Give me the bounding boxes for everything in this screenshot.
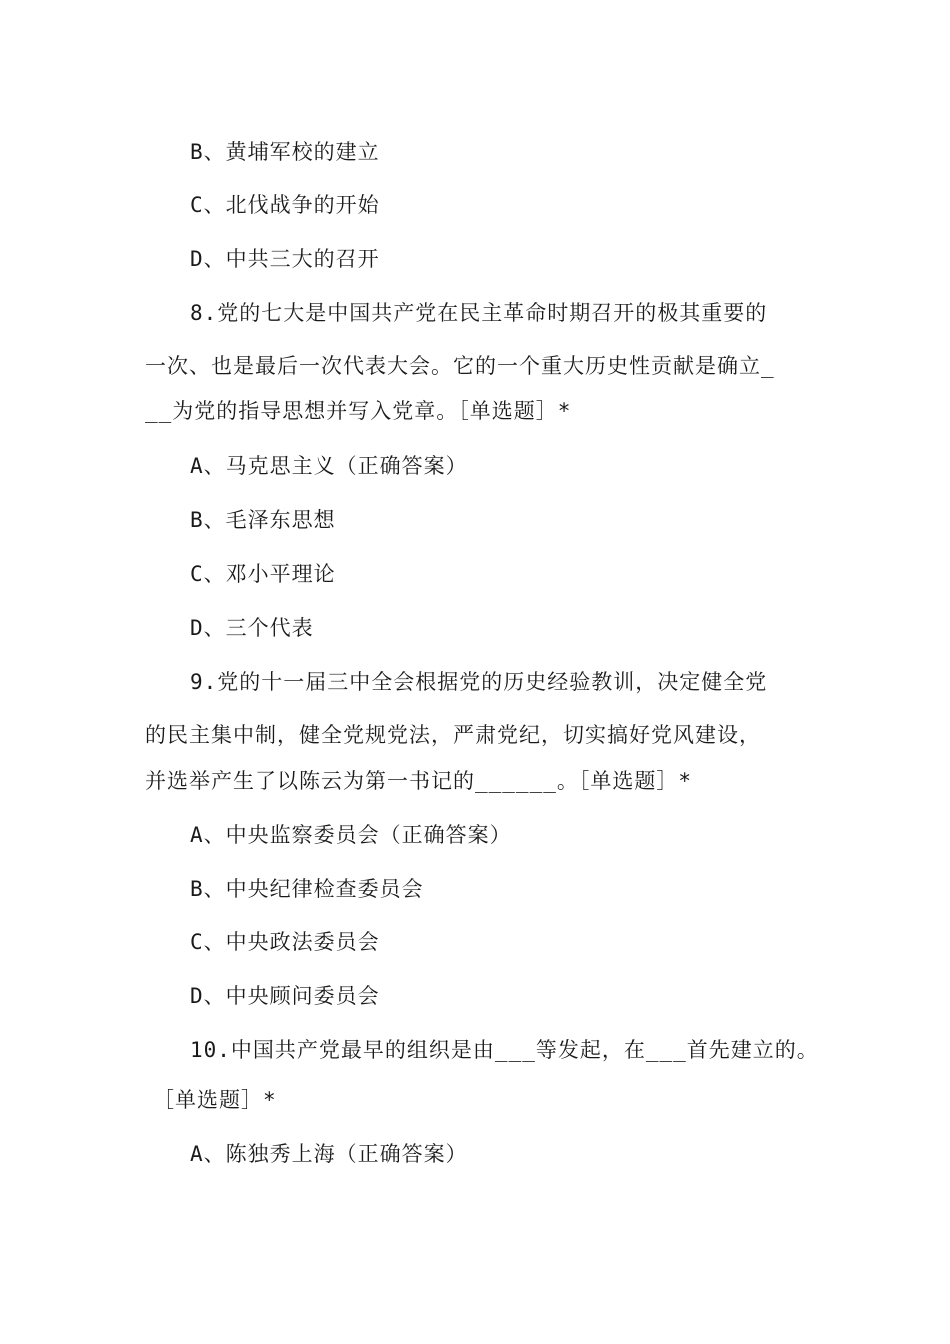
q9-stem-line-1: 9.党的十一届三中全会根据党的历史经验教训，决定健全党: [190, 670, 768, 694]
q8-option-b: B、毛泽东思想: [190, 508, 336, 532]
q8-stem-line-2: 一次、也是最后一次代表大会。它的一个重大历史性贡献是确立_: [145, 354, 775, 378]
q7-option-c: C、北伐战争的开始: [190, 193, 380, 217]
q8-stem-line-1: 8.党的七大是中国共产党在民主革命时期召开的极其重要的: [190, 301, 768, 325]
q9-option-c: C、中央政法委员会: [190, 930, 380, 954]
q10-option-a: A、陈独秀上海（正确答案）: [190, 1142, 468, 1166]
q8-stem-line-3: __为党的指导思想并写入党章。［单选题］*: [145, 399, 572, 423]
q9-option-a: A、中央监察委员会（正确答案）: [190, 823, 512, 847]
q9-stem-line-3: 并选举产生了以陈云为第一书记的______。［单选题］*: [145, 769, 692, 793]
q9-stem-line-2: 的民主集中制，健全党规党法，严肃党纪，切实搞好党风建设，: [145, 723, 761, 747]
q8-option-c: C、邓小平理论: [190, 562, 336, 586]
q10-stem-line-2: ［单选题］*: [153, 1088, 277, 1112]
q7-option-d: D、中共三大的召开: [190, 247, 380, 271]
q10-stem-line-1: 10.中国共产党最早的组织是由___等发起，在___首先建立的。: [190, 1038, 819, 1062]
q9-option-d: D、中央顾问委员会: [190, 984, 380, 1008]
q9-option-b: B、中央纪律检查委员会: [190, 877, 424, 901]
q8-option-a: A、马克思主义（正确答案）: [190, 454, 468, 478]
q7-option-b: B、黄埔军校的建立: [190, 140, 380, 164]
q8-option-d: D、三个代表: [190, 616, 314, 640]
